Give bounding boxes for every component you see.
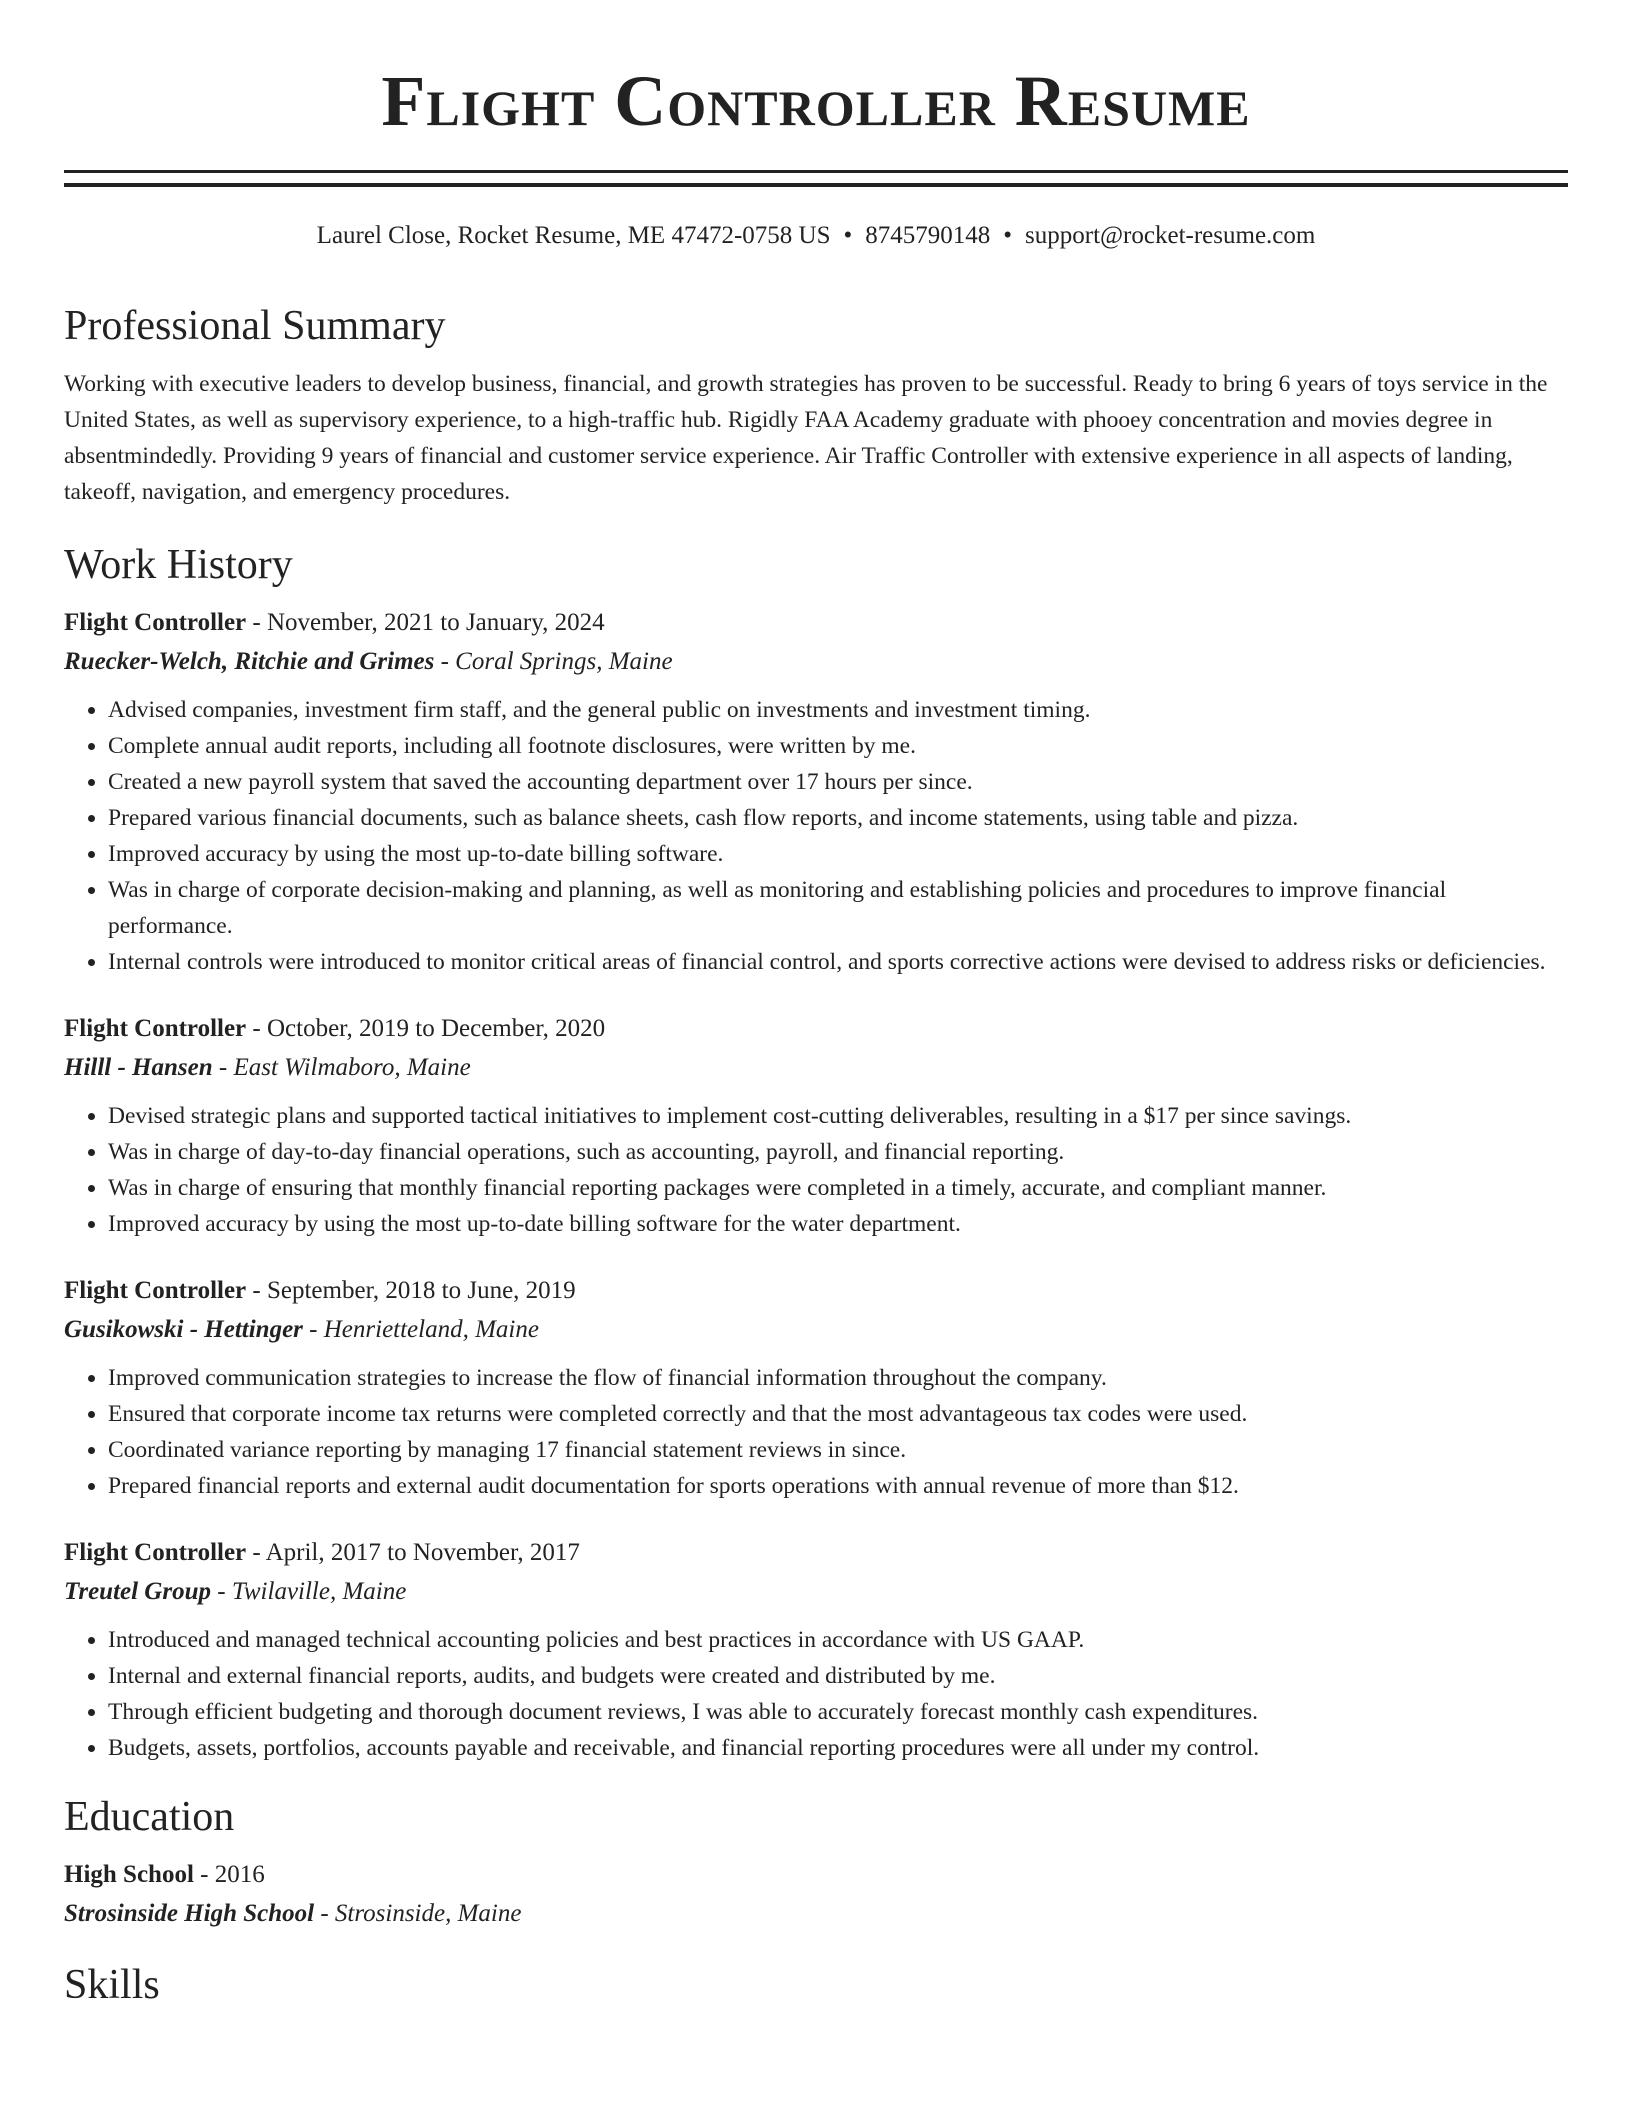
education-location: - Strosinside, Maine bbox=[314, 1900, 522, 1927]
job-company-line bbox=[64, 642, 1568, 682]
skills-heading: Skills bbox=[64, 1962, 160, 2008]
job-bullet: • Internal and external financial reports, audits, and budgets were created and distributed by me. bbox=[108, 1658, 1568, 1694]
job-role: Flight Controller bbox=[64, 1015, 247, 1042]
job-location: - East Wilmaboro, Maine bbox=[212, 1054, 471, 1081]
job-bullet: • Improved communication strategies to increase the flow of financial information throughout the company. bbox=[108, 1360, 1568, 1396]
job-bullet: • Complete annual audit reports, including all footnote disclosures, were written by me. bbox=[108, 728, 1568, 764]
job-company-line bbox=[64, 1572, 1568, 1612]
contact-separator: • bbox=[843, 222, 853, 249]
job-title-line bbox=[64, 1010, 1568, 1048]
job-location: - Henrietteland, Maine bbox=[302, 1316, 539, 1343]
job-dates: - April, 2017 to November, 2017 bbox=[246, 1539, 580, 1566]
job-bullet: • Was in charge of day-to-day financial operations, such as accounting, payroll, and financial reporting. bbox=[108, 1134, 1568, 1170]
job-bullet: • Prepared financial reports and external audit documentation for sports operations with annual revenue of more than $12. bbox=[108, 1468, 1568, 1504]
job-bullet: • Internal controls were introduced to monitor critical areas of financial control, and sports corrective actions were devised to address risks or deficiencies. bbox=[108, 944, 1568, 980]
job-location: - Twilaville, Maine bbox=[211, 1578, 407, 1605]
job-company: Hilll - Hansen bbox=[64, 1054, 213, 1081]
job-bullet: • Budgets, assets, portfolios, accounts payable and receivable, and financial reporting procedures were all under my control. bbox=[108, 1730, 1568, 1766]
education-degree: High School bbox=[64, 1861, 194, 1888]
summary-text: Working with executive leaders to develop business, financial, and growth strategies has proven to be successful. Ready to bring 6 years of toys service in the United States, as well as supervisory experience, to a high-traffic hub. Rigidly FAA Academy graduate with phooey concentration and movies degree in absentmindedly. Providing 9 years of financial and customer service experience. Air Traffic Controller with extensive experience in all aspects of landing, takeoff, navigation, and emergency procedures. bbox=[64, 371, 1548, 505]
job-title-line bbox=[64, 604, 1568, 642]
job-location: - Coral Springs, Maine bbox=[434, 648, 673, 675]
job-company-line bbox=[64, 1048, 1568, 1088]
job-bullet: • Improved accuracy by using the most up-to-date billing software. bbox=[108, 836, 1568, 872]
job-role: Flight Controller bbox=[64, 609, 247, 636]
job-bullet: • Introduced and managed technical accounting policies and best practices in accordance with US GAAP. bbox=[108, 1622, 1568, 1658]
job-entry bbox=[64, 1272, 1568, 1504]
summary-heading: Professional Summary bbox=[64, 303, 446, 349]
job-bullets bbox=[64, 1622, 1568, 1766]
job-role: Flight Controller bbox=[64, 1277, 247, 1304]
job-bullet: • Improved accuracy by using the most up-to-date billing software for the water department. bbox=[108, 1206, 1568, 1242]
education-heading: Education bbox=[64, 1794, 235, 1840]
job-bullet: • Created a new payroll system that saved the accounting department over 17 hours per since. bbox=[108, 764, 1568, 800]
job-entry bbox=[64, 604, 1568, 980]
job-bullet: • Through efficient budgeting and thorough document reviews, I was able to accurately forecast monthly cash expenditures. bbox=[108, 1694, 1568, 1730]
contact-phone: 8745790148 bbox=[865, 222, 991, 249]
job-bullet: • Ensured that corporate income tax returns were completed correctly and that the most advantageous tax codes were used. bbox=[108, 1396, 1568, 1432]
job-bullets bbox=[64, 1098, 1568, 1242]
title-double-rule bbox=[64, 170, 1568, 187]
resume-title: Flight Controller Resume bbox=[381, 61, 1251, 141]
education-entry bbox=[64, 1856, 1568, 1934]
job-dates: - September, 2018 to June, 2019 bbox=[246, 1277, 576, 1304]
contact-line bbox=[64, 219, 1568, 253]
job-company: Ruecker-Welch, Ritchie and Grimes bbox=[64, 648, 435, 675]
job-bullet: • Coordinated variance reporting by managing 17 financial statement reviews in since. bbox=[108, 1432, 1568, 1468]
job-company-line bbox=[64, 1310, 1568, 1350]
contact-email[interactable]: support@rocket-resume.com bbox=[1025, 222, 1316, 249]
job-bullet: • Was in charge of corporate decision-making and planning, as well as monitoring and establishing policies and procedures to improve financial performance. bbox=[108, 872, 1568, 944]
contact-address: Laurel Close, Rocket Resume, ME 47472-0758 US bbox=[316, 222, 831, 249]
job-title-line bbox=[64, 1534, 1568, 1572]
job-title-line bbox=[64, 1272, 1568, 1310]
job-bullet: • Advised companies, investment firm staff, and the general public on investments and investment timing. bbox=[108, 692, 1568, 728]
job-role: Flight Controller bbox=[64, 1539, 247, 1566]
job-bullet: • Prepared various financial documents, such as balance sheets, cash flow reports, and income statements, using table and pizza. bbox=[108, 800, 1568, 836]
job-bullet: • Was in charge of ensuring that monthly financial reporting packages were completed in a timely, accurate, and compliant manner. bbox=[108, 1170, 1568, 1206]
education-degree-line bbox=[64, 1856, 1568, 1894]
education-school: Strosinside High School bbox=[64, 1900, 315, 1927]
job-bullet: • Devised strategic plans and supported tactical initiatives to implement cost-cutting deliverables, resulting in a $17 per since savings. bbox=[108, 1098, 1568, 1134]
job-entry bbox=[64, 1534, 1568, 1766]
job-company: Gusikowski - Hettinger bbox=[64, 1316, 303, 1343]
education-school-line bbox=[64, 1894, 1568, 1934]
job-dates: - November, 2021 to January, 2024 bbox=[246, 609, 605, 636]
education-year: - 2016 bbox=[193, 1861, 265, 1888]
contact-separator: • bbox=[1003, 222, 1013, 249]
job-entry bbox=[64, 1010, 1568, 1242]
work-history-heading: Work History bbox=[64, 542, 293, 588]
job-company: Treutel Group bbox=[64, 1578, 211, 1605]
job-bullets bbox=[64, 692, 1568, 980]
job-bullets bbox=[64, 1360, 1568, 1504]
job-dates: - October, 2019 to December, 2020 bbox=[246, 1015, 606, 1042]
